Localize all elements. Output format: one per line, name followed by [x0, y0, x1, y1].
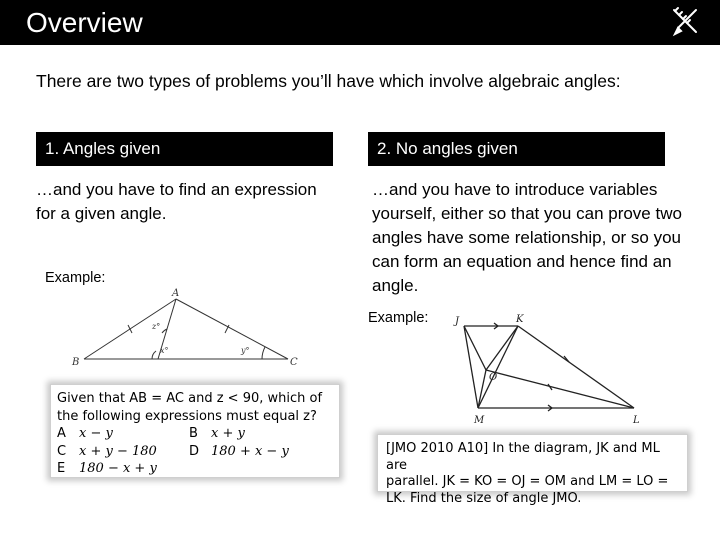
angle-label-z: z° — [152, 322, 161, 331]
title-bar — [0, 0, 720, 45]
question-box-left — [50, 384, 340, 478]
question-line: LK. Find the size of angle JMO. — [386, 490, 582, 506]
side-kl — [518, 326, 634, 408]
trapezium-diagram — [452, 308, 652, 430]
angle-arc-x — [152, 351, 156, 359]
label-o: O — [489, 372, 498, 383]
label-c: C — [290, 357, 298, 368]
option-expression: x + y — [211, 426, 245, 441]
side-ac — [176, 299, 288, 359]
question-line: [JMO 2010 A10] In the diagram, JK and ML are — [386, 441, 660, 473]
angles-given-description: …and you have to find an expression for a given angle. — [36, 180, 317, 223]
option-expression: x − y — [79, 426, 113, 441]
segment-ol — [486, 370, 634, 408]
option-expression: 180 − x + y — [79, 461, 157, 476]
page-title: Overview — [26, 7, 143, 38]
angle-arc-y — [262, 347, 265, 359]
angles-given-heading: 1. Angles given — [36, 132, 333, 166]
label-j: J — [455, 316, 460, 327]
triangle-diagram — [66, 287, 301, 369]
label-b: B — [72, 357, 80, 368]
question-line: parallel. JK = KO = OJ = OM and LM = LO = — [386, 474, 669, 489]
pencil-ruler-icon — [668, 4, 702, 38]
option-letter: E — [57, 461, 66, 476]
label-m: M — [474, 415, 485, 426]
example-label-right: Example: — [368, 310, 429, 326]
no-angles-given-heading: 2. No angles given — [368, 132, 665, 166]
question-line: Given that AB = AC and z < 90, which of — [57, 391, 323, 406]
option-expression: x + y − 180 — [79, 443, 157, 459]
label-k: K — [516, 314, 524, 325]
question-box-right — [377, 434, 688, 506]
option-letter: B — [189, 426, 198, 441]
no-angles-given-description: …and you have to introduce variables yourself, either so that you can prove two angles have some relationship, or so you can form an equation and hence find an angle. — [372, 180, 682, 295]
example-label-left: Example: — [45, 270, 106, 286]
option-letter: C — [57, 443, 67, 459]
angle-label-x: x° — [160, 346, 169, 355]
answer-options — [57, 425, 333, 478]
side-jm — [464, 326, 478, 408]
intro-text: There are two types of problems you’ll have which involve algebraic angles: — [36, 71, 621, 91]
segment-om — [478, 370, 486, 408]
question-line: the following expressions must equal z? — [57, 408, 317, 424]
option-letter: A — [57, 426, 66, 441]
angle-label-y: y° — [241, 346, 250, 355]
option-letter: D — [189, 443, 200, 459]
label-a: A — [172, 288, 180, 299]
option-expression: 180 + x − y — [211, 443, 289, 459]
tick-mark-ab — [128, 325, 132, 333]
label-l: L — [633, 415, 640, 426]
segment-ko — [486, 326, 518, 370]
